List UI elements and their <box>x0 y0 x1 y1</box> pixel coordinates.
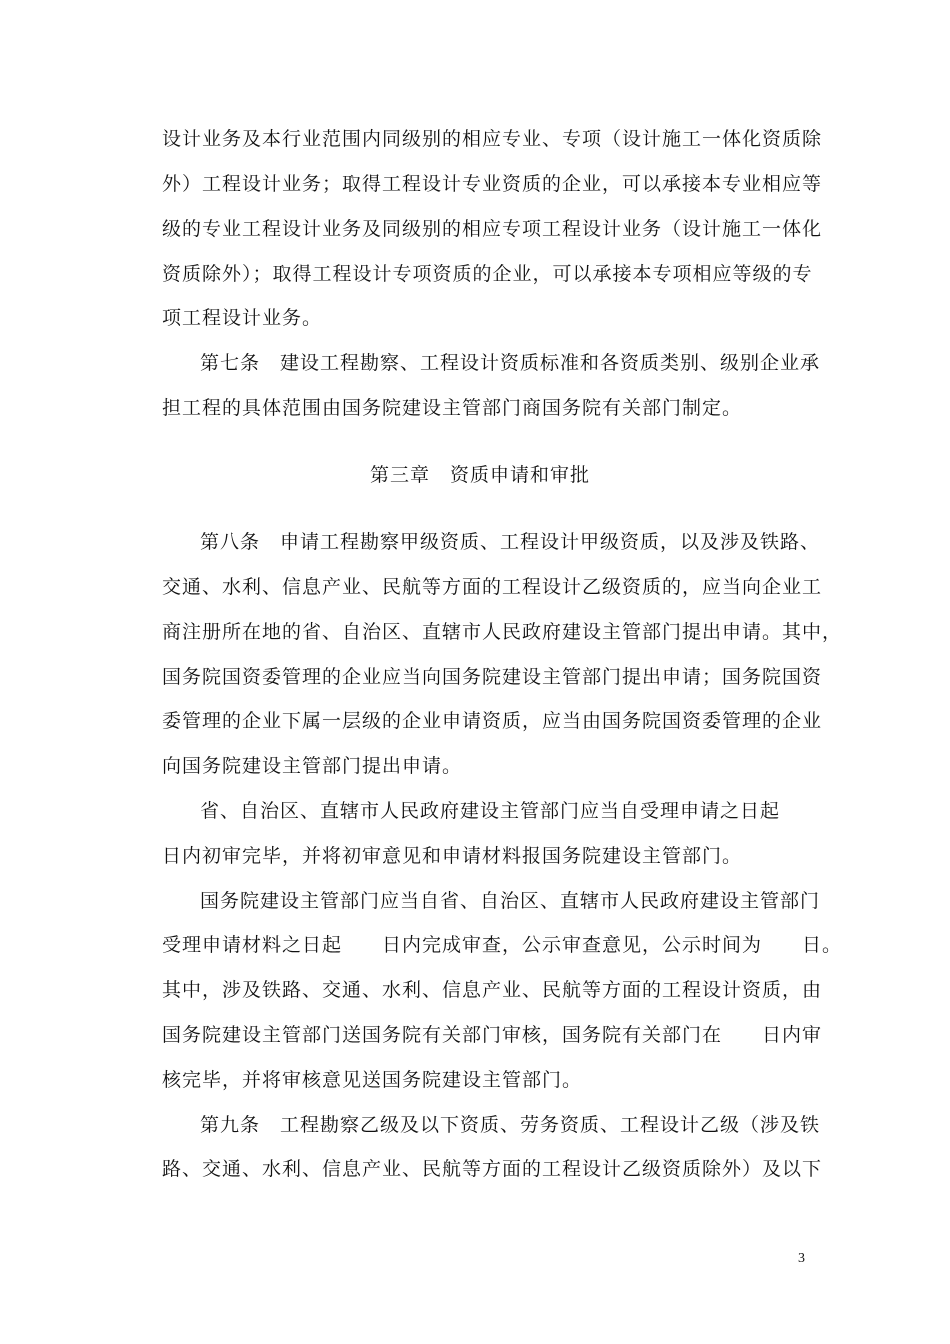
text-line: 其中，涉及铁路、交通、水利、信息产业、民航等方面的工程设计资质，由 <box>162 979 823 1001</box>
text-line: 核完毕，并将审核意见送国务院建设主管部门。 <box>162 1069 583 1091</box>
text-line: 资质除外）；取得工程设计专项资质的企业，可以承接本专项相应等级的专 <box>162 263 813 285</box>
article-8-start: 第八条 申请工程勘察甲级资质、工程设计甲级资质，以及涉及铁路、 <box>200 531 821 553</box>
text-line: 担工程的具体范围由国务院建设主管部门商国务院有关部门制定。 <box>162 397 743 419</box>
text-line: 外）工程设计业务；取得工程设计专业资质的企业，可以承接本专业相应等 <box>162 173 823 195</box>
chapter-heading: 第三章 资质申请和审批 <box>370 464 591 486</box>
text-line: 受理申请材料之日起 日内完成审查，公示审查意见，公示时间为 日。 <box>162 934 843 956</box>
paragraph-start: 国务院建设主管部门应当自省、自治区、直辖市人民政府建设主管部门 <box>200 890 821 912</box>
text-line: 级的专业工程设计业务及同级别的相应专项工程设计业务（设计施工一体化 <box>162 218 823 240</box>
text-line: 路、交通、水利、信息产业、民航等方面的工程设计乙级资质除外）及以下 <box>162 1158 823 1180</box>
text-line: 日内初审完毕，并将初审意见和申请材料报国务院建设主管部门。 <box>162 845 743 867</box>
text-line: 设计业务及本行业范围内同级别的相应专业、专项（设计施工一体化资质除 <box>162 128 823 150</box>
text-line: 国务院国资委管理的企业应当向国务院建设主管部门提出申请；国务院国资 <box>162 666 823 688</box>
article-7-start: 第七条 建设工程勘察、工程设计资质标准和各资质类别、级别企业承 <box>200 352 821 374</box>
text-line: 交通、水利、信息产业、民航等方面的工程设计乙级资质的，应当向企业工 <box>162 576 823 598</box>
text-line: 项工程设计业务。 <box>162 307 323 329</box>
text-line: 国务院建设主管部门送国务院有关部门审核，国务院有关部门在 日内审 <box>162 1024 823 1046</box>
text-line: 商注册所在地的省、自治区、直辖市人民政府建设主管部门提出申请。其中， <box>162 621 843 643</box>
article-9-start: 第九条 工程勘察乙级及以下资质、劳务资质、工程设计乙级（涉及铁 <box>200 1114 821 1136</box>
text-line: 向国务院建设主管部门提出申请。 <box>162 755 463 777</box>
text-line: 委管理的企业下属一层级的企业申请资质，应当由国务院国资委管理的企业 <box>162 710 823 732</box>
paragraph-start: 省、自治区、直辖市人民政府建设主管部门应当自受理申请之日起 <box>200 800 781 822</box>
page-number: 3 <box>798 1251 805 1266</box>
